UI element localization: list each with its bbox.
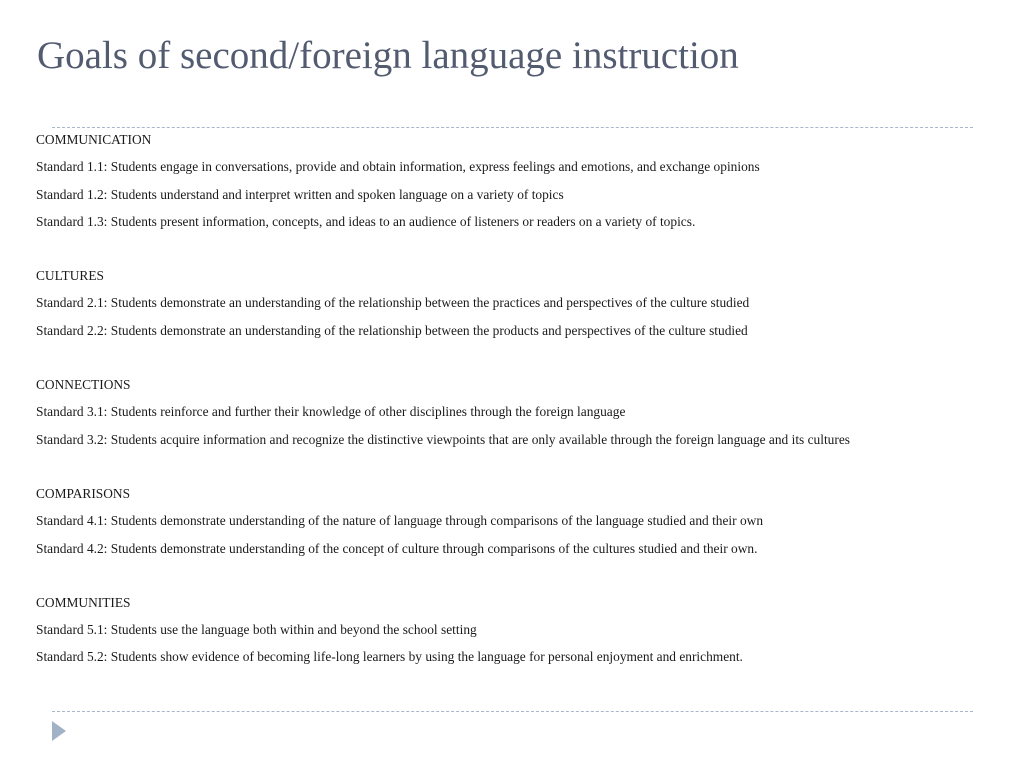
standard-item: Standard 5.2: Students show evidence of becoming life-long learners by using the language for personal enjoyment and enrichment. bbox=[36, 649, 743, 665]
section-heading: COMPARISONS bbox=[36, 485, 131, 501]
next-slide-triangle-icon[interactable] bbox=[52, 721, 66, 741]
standard-item: Standard 2.1: Students demonstrate an understanding of the relationship between the practices and perspectives of the culture studied bbox=[36, 295, 750, 311]
section-cultures bbox=[36, 262, 996, 344]
standard-item: Standard 4.2: Students demonstrate understanding of the concept of culture through comparisons of the cultures studied and their own. bbox=[36, 540, 758, 556]
standard-item: Standard 1.2: Students understand and interpret written and spoken language on a variety of topics bbox=[36, 186, 564, 202]
standard-item: Standard 1.1: Students engage in conversations, provide and obtain information, express feelings and emotions, and exchange opinions bbox=[36, 159, 760, 175]
standard-item: Standard 1.3: Students present information, concepts, and ideas to an audience of listeners or readers on a variety of topics. bbox=[36, 213, 696, 229]
section-heading: CONNECTIONS bbox=[36, 377, 131, 393]
section-comparisons bbox=[36, 480, 996, 562]
section-heading: COMMUNICATION bbox=[36, 132, 152, 147]
standards-content bbox=[36, 126, 996, 698]
standard-item: Standard 2.2: Students demonstrate an understanding of the relationship between the products and perspectives of the culture studied bbox=[36, 322, 748, 338]
footer-divider bbox=[52, 711, 973, 712]
slide-title: Goals of second/foreign language instruction bbox=[37, 34, 739, 77]
section-communication bbox=[36, 126, 996, 235]
standard-item: Standard 5.1: Students use the language both within and beyond the school setting bbox=[36, 622, 477, 638]
section-communities bbox=[36, 589, 996, 671]
standard-item: Standard 4.1: Students demonstrate understanding of the nature of language through comparisons of the language studied and their own bbox=[36, 513, 764, 529]
standard-item: Standard 3.2: Students acquire information and recognize the distinctive viewpoints that are only available through the foreign language and its cultures bbox=[36, 431, 850, 447]
section-heading: COMMUNITIES bbox=[36, 594, 131, 610]
section-connections bbox=[36, 371, 996, 453]
section-heading: CULTURES bbox=[36, 268, 104, 284]
standard-item: Standard 3.1: Students reinforce and further their knowledge of other disciplines through the foreign language bbox=[36, 404, 626, 420]
